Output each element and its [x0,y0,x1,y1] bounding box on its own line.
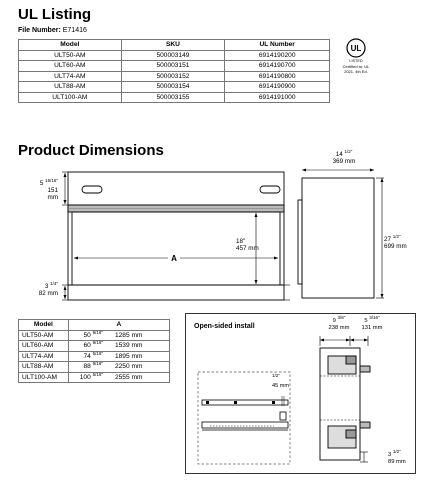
file-number-label: File Number: [18,27,61,34]
a-frac: 9/16" [92,360,103,366]
cell-sku: 500003149 [121,50,225,61]
cell-model: ULT88-AM [19,82,122,93]
a-in: 88 [83,363,93,370]
height-frac: 1/2" [392,233,401,239]
ul-cert-logo [340,38,372,74]
open-sided-install-title: Open-sided install [194,323,255,330]
top-right-in: 5 [364,318,370,324]
ul-cert-note: Certified to: UL 2021, 4th Ed. [342,64,370,74]
gap-frac: 1/2" [272,373,280,379]
table-row [19,61,330,72]
front-bottom-height-label [36,280,58,297]
a-frac: 9/16" [92,329,103,335]
side-depth-right-label [359,315,385,332]
open-sided-install-drawing [188,330,412,468]
ul-logo-sub: LISTED [349,59,363,63]
cell-ul: 6914191000 [225,92,330,103]
a-in: 50 [83,331,93,339]
depth-mm: 369 mm [332,158,356,165]
cell-model: ULT100-AM [19,372,69,383]
table-row [19,50,330,61]
cell-model: ULT88-AM [19,362,69,373]
table-row [19,71,330,82]
bottom-offset-label [388,449,406,466]
cell-a-in [68,372,106,383]
top-height-mm: 151 mm [47,187,58,201]
cell-model: ULT100-AM [19,92,122,103]
cell-model: ULT60-AM [19,341,69,352]
a-frac: 5/16" [92,350,103,356]
top-height-frac: 15/16" [45,177,58,183]
file-number-value: E71416 [62,27,87,34]
dim-col-a: A [68,320,169,331]
inner-height-mm: 457 mm [236,245,259,252]
cell-ul: 6914190900 [225,82,330,93]
bottom-height-mm: 82 mm [38,290,58,297]
cell-model: ULT50-AM [19,330,69,341]
cell-model: ULT50-AM [19,50,122,61]
dim-col-model: Model [19,320,69,331]
gap-mm: 45 mm [272,383,290,389]
ul-col-sku: SKU [121,40,225,51]
cell-a-mm: 1539 mm [106,341,170,352]
cell-model: ULT74-AM [19,351,69,362]
top-right-frac: 3/16" [369,315,380,321]
inner-height-in: 18" [236,238,246,245]
top-left-in: 9 [332,318,338,324]
table-row [19,372,170,383]
bottom-height-frac: 1/4" [50,280,58,286]
top-left-frac: 3/8" [337,315,346,321]
cell-ul: 6914190700 [225,61,330,72]
a-in: 74 [83,352,93,360]
dimension-a-label: A [171,254,177,263]
height-mm: 699 mm [384,243,407,250]
cell-sku: 500003154 [121,82,225,93]
product-dimensions-heading: Product Dimensions [18,142,164,159]
side-height-label [384,233,407,250]
a-frac: 9/16" [92,339,103,345]
bottom-height-in: 3 [44,283,51,290]
a-in: 60 [83,342,93,349]
bottom-offset-mm: 89 mm [388,459,406,465]
side-view-drawing [296,166,388,306]
depth-frac: 1/2" [344,148,353,154]
cell-sku: 500003152 [121,71,225,82]
a-in: 100 [79,373,93,381]
top-height-in: 5 [39,180,46,187]
a-frac: 5/16" [92,371,103,377]
bottom-offset-frac: 1/2" [392,449,401,455]
front-top-height-label [36,177,58,201]
bottom-offset-in: 3 [388,452,393,458]
side-depth-left-label [327,315,351,332]
cell-a-mm: 1285 mm [106,330,170,341]
side-depth-label [332,148,356,165]
front-inner-height-label [236,238,259,252]
table-row [19,82,330,93]
ul-listing-heading: UL Listing [18,6,92,23]
cell-sku: 500003155 [121,92,225,103]
depth-in: 14 [335,151,345,158]
cell-sku: 500003151 [121,61,225,72]
cell-ul: 6914190200 [225,50,330,61]
cell-a-mm: 2250 mm [106,362,170,373]
top-left-mm: 238 mm [328,325,350,331]
ul-listing-table [18,39,330,103]
ul-logo-icon [346,38,366,58]
cell-a-mm: 2555 mm [106,372,170,383]
cell-a-mm: 1895 mm [106,351,170,362]
dimension-a-table [18,319,170,383]
top-right-mm: 131 mm [361,325,383,331]
ul-col-ulnumber: UL Number [225,40,330,51]
gap-label [272,373,290,390]
cell-model: ULT60-AM [19,61,122,72]
ul-col-model: Model [19,40,122,51]
front-view-drawing [60,170,292,302]
ul-logo-text: UL [350,44,362,53]
cell-model: ULT74-AM [19,71,122,82]
table-row [19,92,330,103]
file-number [18,27,87,34]
cell-ul: 6914190800 [225,71,330,82]
height-in: 27 [384,236,393,243]
